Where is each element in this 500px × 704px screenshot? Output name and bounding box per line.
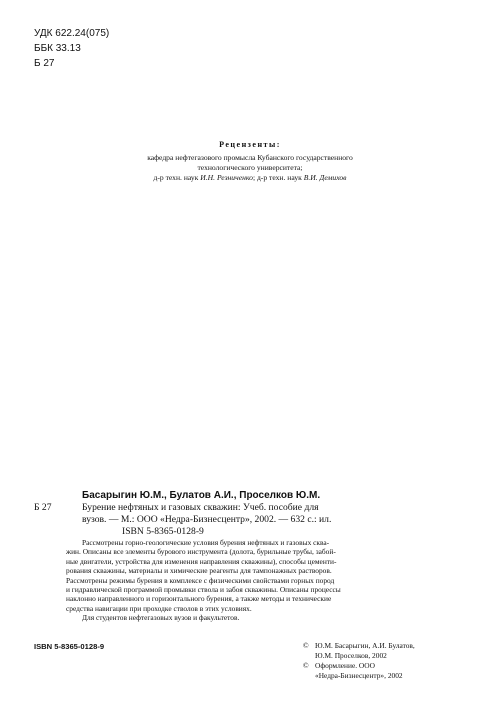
reviewers-block (0, 140, 500, 183)
reviewer-degree-1: д-р техн. наук (153, 173, 199, 182)
bib-line-1: Бурение нефтяных и газовых скважин: Учеб. пособие для (82, 502, 319, 513)
reviewer-persons (0, 173, 500, 183)
author-mark: Б 27 (34, 58, 55, 69)
annotation-line: и гидравлической программой промывки ствола и забоя скважины. Описаны процессы (66, 585, 341, 595)
copyright-authors (303, 641, 415, 651)
bib-isbn: ISBN 5-8365-0128-9 (122, 526, 204, 537)
bib-line-2: вузов. — М.: ООО «Недра-Бизнесцентр», 2002. — 632 с.: ил. (82, 514, 332, 525)
reviewer-degree-2: ; д-р техн. наук (252, 173, 302, 182)
annotation-line: Рассмотрены горно-геологические условия бурения нефтяных и газовых сква- (82, 538, 330, 547)
annotation-line: наклонно направленного и горизонтального бурения, а также методы и технические (66, 594, 332, 604)
copyright-line-2: Ю.М. Проселков, 2002 (315, 651, 387, 660)
copyright-line-4: «Недра-Бизнесцентр», 2002 (315, 671, 403, 680)
annotation-line: ные двигатели, устройства для изменения направления скважины), способы цементи- (66, 556, 337, 566)
isbn-footer: ISBN 5-8365-0128-9 (34, 642, 105, 651)
bibliographic-record (34, 490, 474, 538)
reviewer-name-1: И.Н. Резниченко (200, 173, 253, 182)
reviewer-dept-line2: технологического университета; (197, 163, 303, 172)
annotation (66, 538, 474, 623)
annotation-line: жин. Описаны все элементы бурового инструмента (долота, бурильные трубы, забой- (66, 547, 336, 557)
copyright-line-1: Ю.М. Басарыгин, А.И. Булатов, (315, 641, 415, 650)
bib-authors: Басарыгин Ю.М., Булатов А.И., Проселков Ю.М. (82, 490, 321, 501)
udk-code: УДК 622.24(075) (34, 28, 110, 39)
annotation-line: Рассмотрены режимы бурения в комплексе с физическими свойствами горных пород (66, 575, 335, 585)
reviewers-title: Рецензенты: (219, 140, 281, 149)
bbk-code: ББК 33.13 (34, 43, 81, 54)
annotation-audience: Для студентов нефтегазовых вузов и факультетов. (82, 613, 240, 623)
bib-entry (34, 502, 474, 526)
copyright-block (303, 641, 415, 681)
copyright-line-3: Оформление. ООО (315, 661, 375, 670)
reviewer-dept-line1: кафедра нефтегазового промысла Кубанского государственного (147, 153, 353, 162)
classification-codes (34, 26, 109, 71)
copyright-design (303, 661, 415, 671)
bib-index: Б 27 (34, 502, 52, 513)
copyright-symbol: © (303, 641, 309, 650)
bib-description (82, 502, 474, 526)
annotation-line: средства навигации при проходке стволов в этих условиях. (66, 603, 252, 613)
annotation-line: рования скважины, материалы и химические реагенты для тампонажных растворов. (66, 566, 332, 576)
copyright-symbol: © (303, 661, 309, 670)
reviewer-name-2: В.И. Демихов (303, 173, 347, 182)
